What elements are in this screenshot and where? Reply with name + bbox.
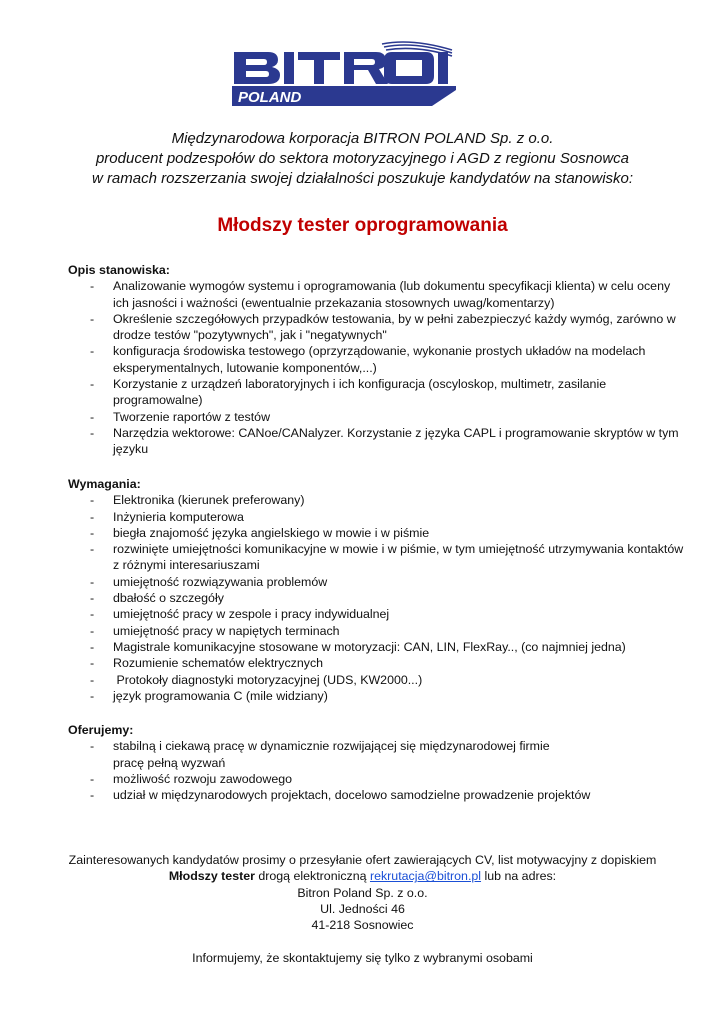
list-item: - Tworzenie raportów z testów — [90, 409, 271, 424]
section-heading: Wymagania: — [68, 477, 141, 491]
list-item: - umiejętność rozwiązywania problemów — [90, 574, 328, 589]
list-item: - Protokoły diagnostyki motoryzacyjnej (UDS, KW2000...) — [90, 672, 423, 687]
closing-block — [0, 852, 725, 933]
city-address: 41-218 Sosnowiec — [311, 918, 414, 933]
contact-note: Informujemy, że skontaktujemy się tylko z wybranymi osobami — [192, 951, 533, 965]
bitron-brand-text: BITRON — [232, 25, 293, 42]
list-item: - język programowania C (mile widziany) — [90, 688, 328, 703]
bitron-wordmark — [234, 52, 448, 84]
list-item: - Magistrale komunikacyjne stosowane w motoryzacji: CAN, LIN, FlexRay.., (co najmniej jedna) — [90, 639, 626, 654]
wymagania-list — [68, 492, 688, 704]
intro-line: producent podzespołów do sektora motoryzacyjnego i AGD z regionu Sosnowca — [95, 150, 630, 167]
intro-line: w ramach rozszerzania swojej działalności poszukuje kandydatów na stanowisko: — [91, 170, 634, 187]
list-item: - Inżynieria komputerowa — [90, 509, 244, 524]
list-item: - Korzystanie z urządzeń laboratoryjnych i ich konfiguracja (oscyloskop, multimetr, zasilanie programowalne) — [90, 377, 607, 408]
email-link[interactable]: rekrutacja@bitron.pl — [369, 869, 482, 884]
list-item: - Określenie szczegółowych przypadków testowania, by w pełni zabezpieczyć każdy wymóg, zarówno w drodze testów "pozytywnych", jak i "negatywnych" — [90, 311, 676, 343]
job-title: Młodszy tester oprogramowania — [217, 215, 508, 236]
section-heading: Oferujemy: — [68, 723, 134, 737]
section-oferujemy — [68, 722, 688, 803]
list-item: - umiejętność pracy w napiętych terminach — [90, 623, 340, 638]
closing-line: Zainteresowanych kandydatów prosimy o przesyłanie ofert zawierających CV, list motywacyjny z dopiskiem — [68, 853, 657, 867]
list-item: - udział w międzynarodowych projektach, docelowo samodzielne prowadzenie projektów — [90, 788, 591, 803]
list-item: - umiejętność pracy w zespole i pracy indywidualnej — [90, 607, 390, 622]
poland-text: POLAND — [238, 89, 302, 106]
list-item: - dbałość o szczegóły — [90, 591, 224, 606]
company-intro — [0, 129, 725, 189]
opis-list — [68, 278, 688, 457]
list-item: - Rozumienie schematów elektrycznych — [90, 656, 324, 671]
list-item: - rozwinięte umiejętności komunikacyjne w mowie i w piśmie, w tym umiejętność utrzymywania kontaktów z różnymi interesariuszami — [90, 542, 684, 573]
list-item: - Narzędzia wektorowe: CANoe/CANalyzer. Korzystanie z języka CAPL i programowanie skryptów w tym języku — [90, 425, 679, 457]
list-item: - Elektronika (kierunek preferowany) — [90, 493, 305, 508]
street-address: Ul. Jedności 46 — [320, 901, 405, 916]
section-opis — [68, 262, 688, 458]
section-heading: Opis stanowiska: — [68, 263, 170, 277]
closing-line: Młodszy tester drogą elektroniczną rekrutacja@bitron.pl lub na adres: — [168, 869, 557, 884]
list-item: - konfiguracja środowiska testowego (oprzyrządowanie, wykonanie prostych układów na modelach eksperymentalnych, lutowanie komponentów,...) — [90, 344, 646, 375]
list-item: - stabilną i ciekawą pracę w dynamicznie rozwijającej się międzynarodowej firmie pracę pełną wyzwań — [90, 739, 550, 770]
list-item: - możliwość rozwoju zawodowego — [90, 771, 293, 786]
job-title-bold: Młodszy tester — [168, 869, 255, 884]
list-item: - biegła znajomość języka angielskiego w mowie i w piśmie — [90, 525, 430, 540]
intro-line: Międzynarodowa korporacja BITRON POLAND Sp. z o.o. — [171, 130, 554, 147]
section-wymagania — [68, 476, 688, 704]
list-item: - Analizowanie wymogów systemu i oprogramowania (lub dokumentu specyfikacji klienta) w celu oceny ich jasności i ważności (ewentualnie przekazania stosownych uwag/komentarzy) — [90, 279, 671, 310]
bitron-poland-logo — [232, 25, 456, 108]
company-name: Bitron Poland Sp. z o.o. — [297, 885, 428, 900]
oferujemy-list — [68, 738, 688, 803]
